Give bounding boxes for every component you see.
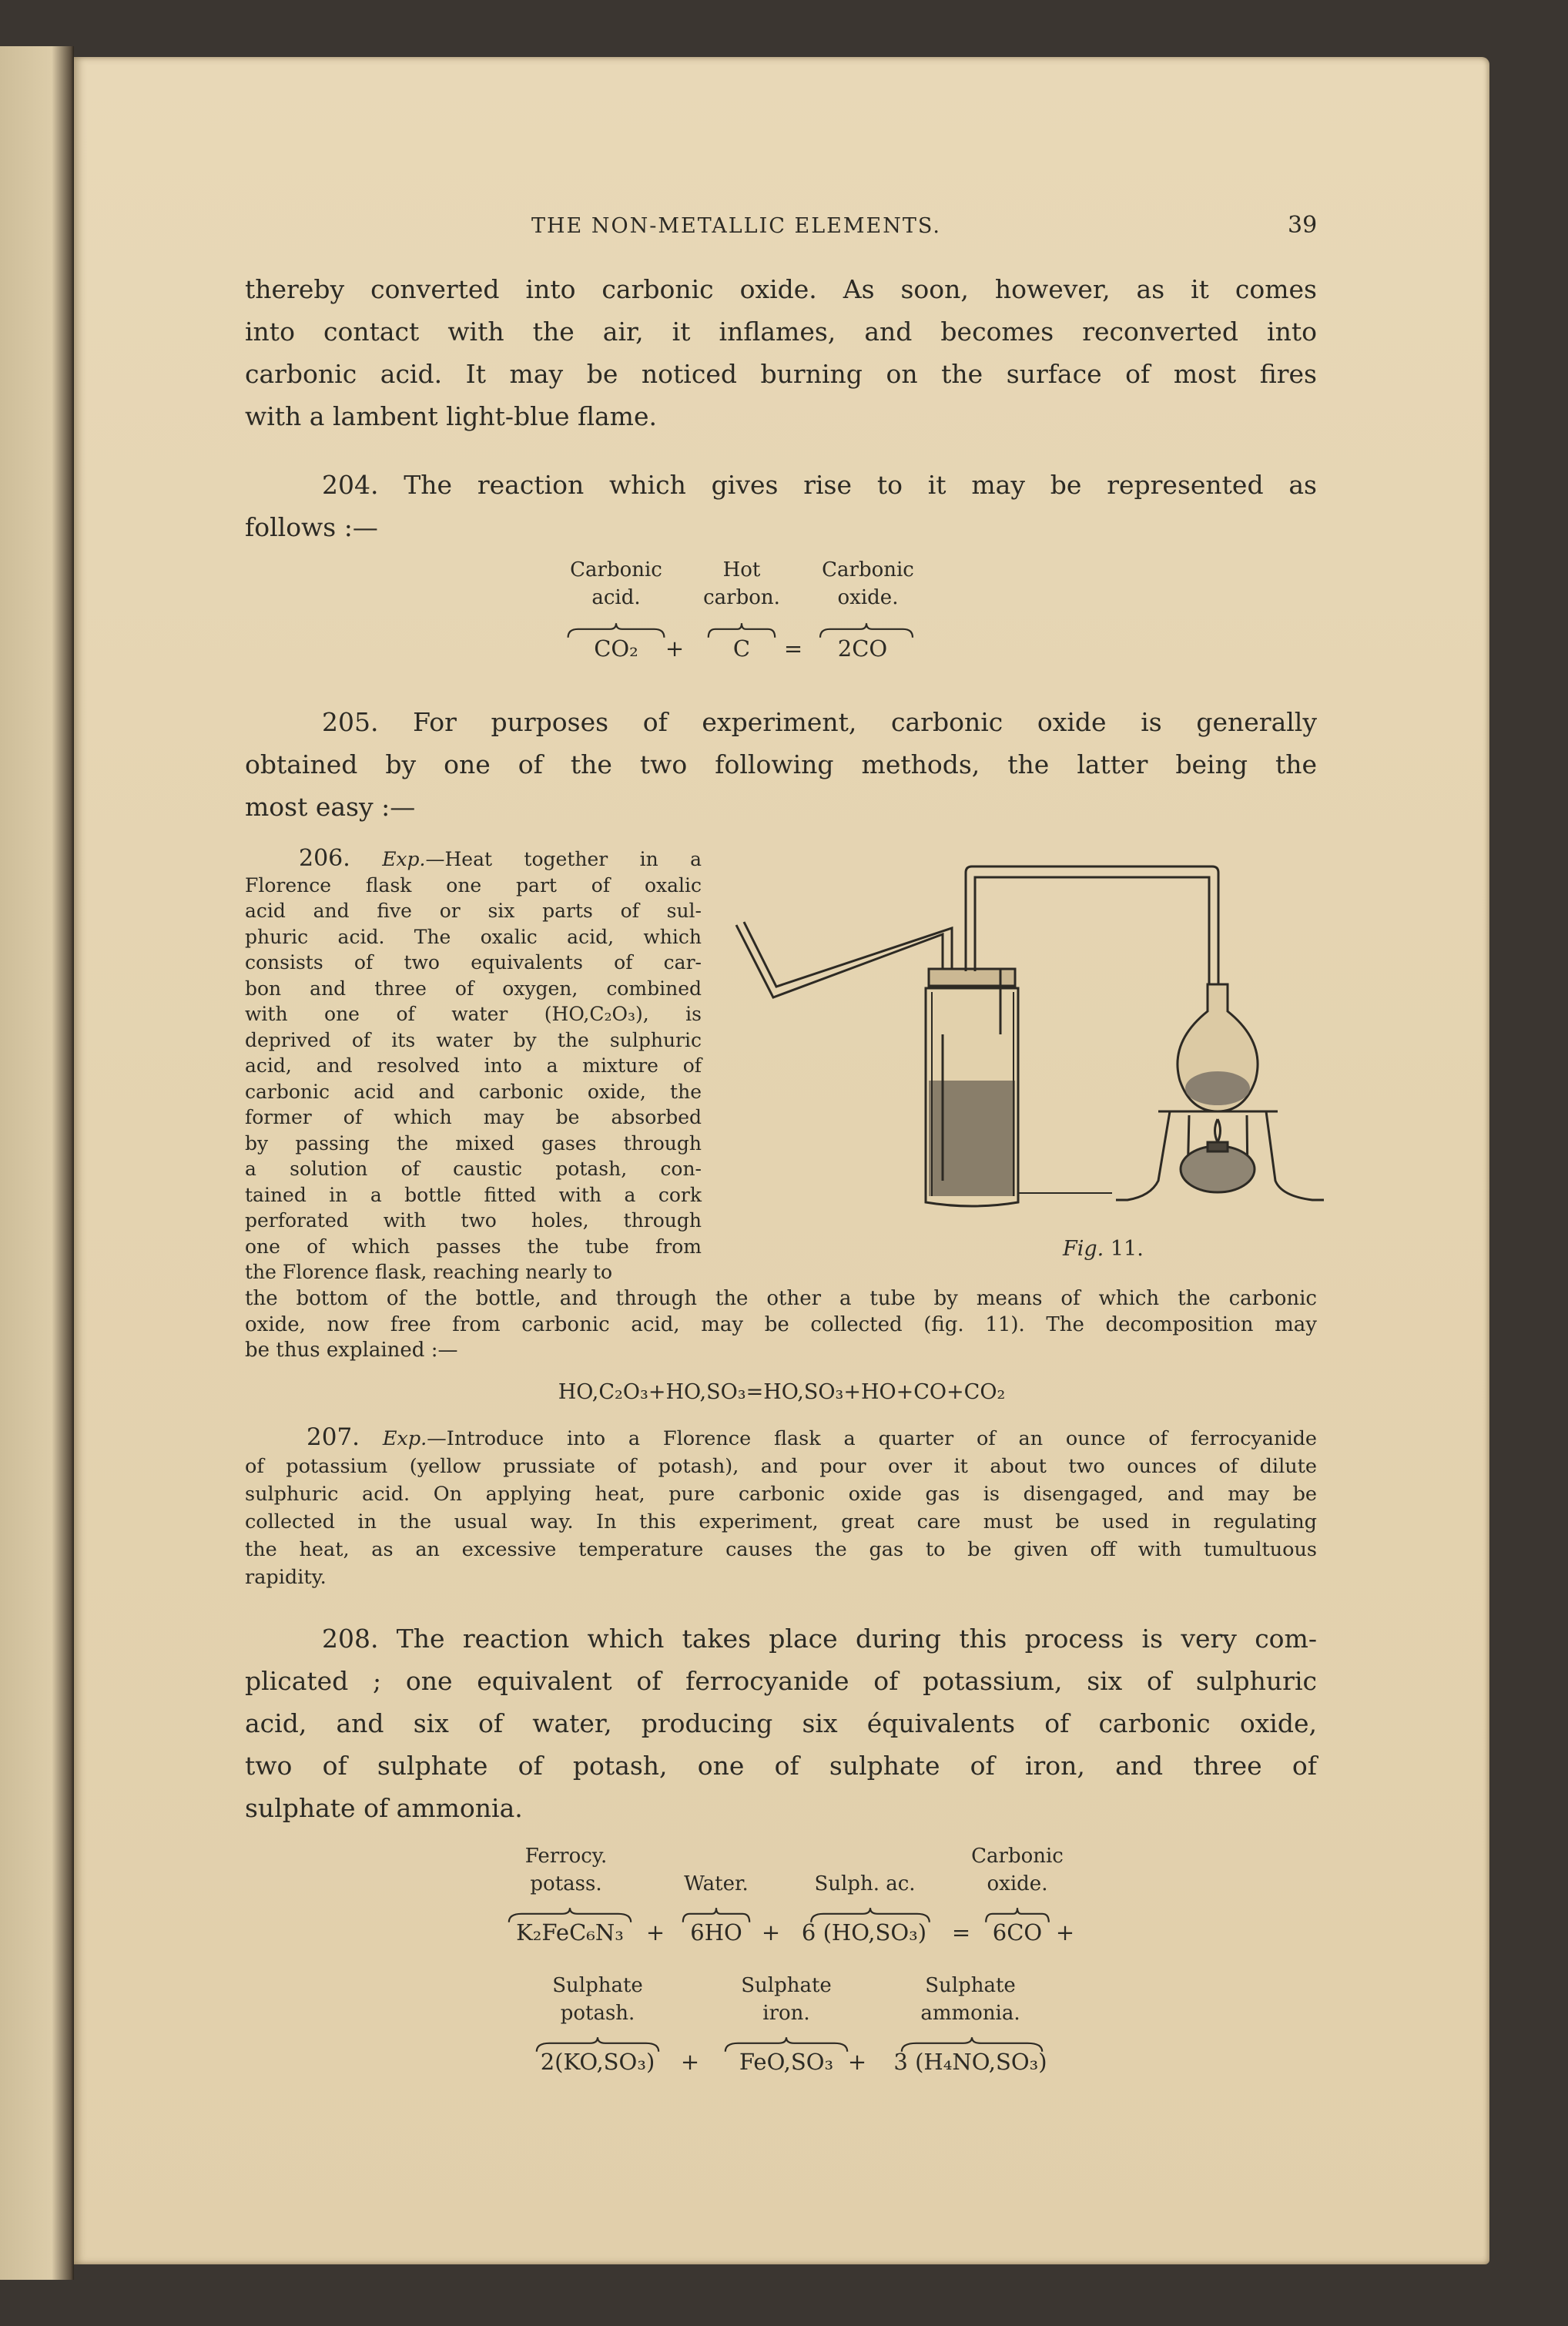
florence-flask-icon (1178, 984, 1258, 1111)
label-line: Ferrocy. (524, 1845, 608, 1868)
label-line: Hot (722, 558, 761, 582)
plus-sign: + (847, 2049, 867, 2075)
text-line: consists of two equivalents of car- (245, 951, 702, 974)
text-line: one of which passes the tube from (245, 1235, 702, 1258)
figure-caption-label: Fig. (1063, 1237, 1104, 1261)
formula-term: 6HO (690, 1919, 742, 1946)
paragraph-intro (245, 268, 1317, 437)
label-line: ammonia. (920, 2002, 1020, 2025)
text-line: the heat, as an excessive temperature causes the gas to be given off with tumultuous (245, 1538, 1317, 1561)
text-line: carbonic acid and carbonic oxide, the (245, 1080, 702, 1103)
label-line: oxide. (987, 1872, 1048, 1895)
formula-term: K₂FeC₆N₃ (516, 1919, 624, 1946)
paragraph-204 (245, 464, 1317, 548)
paragraph-207-lines (245, 1453, 1317, 1591)
text-line: into contact with the air, it inflames, and becomes reconverted into (245, 317, 1317, 347)
paragraph-206 (245, 846, 702, 1285)
figure-caption (1063, 1237, 1144, 1261)
exp-label: Exp. (382, 1427, 427, 1450)
running-header: THE NON-METALLIC ELEMENTS. (531, 214, 941, 238)
figure-number: 11. (1110, 1237, 1144, 1261)
label-line: Carbonic (570, 558, 662, 582)
text-line: carbonic acid. It may be noticed burning on the surface of most fires (245, 359, 1317, 389)
text-line: obtained by one of the two following methods, the latter being the (245, 749, 1317, 779)
label-line: potash. (560, 2002, 635, 2025)
text-line: the Florence flask, reaching nearly to (245, 1261, 613, 1283)
equals-sign: = (951, 1919, 971, 1946)
paragraph-206-wide (245, 1286, 1317, 1364)
formula-term: 6CO (992, 1919, 1043, 1946)
text-line: collected in the usual way. In this experiment, great care must be used in regulating (245, 1510, 1317, 1533)
formula-term: 2(KO,SO₃) (540, 2049, 655, 2075)
text-line: with one of water (HO,C₂O₃), is (245, 1003, 702, 1025)
eq1-term-label (822, 556, 914, 612)
spirit-lamp-icon (1181, 1119, 1255, 1192)
label-line: Water. (684, 1872, 749, 1895)
text-line: acid and five or six parts of sul- (245, 900, 702, 922)
text-line: thereby converted into carbonic oxide. As soon, however, as it comes (245, 274, 1317, 304)
apparatus-figure (727, 857, 1325, 1232)
collection-tube (966, 866, 1218, 984)
eq2-term-label (525, 1842, 608, 1898)
eq2-term-label (920, 1972, 1020, 2027)
formula-term: 6 (HO,SO₃) (801, 1919, 927, 1946)
text-line: plicated ; one equivalent of ferrocyanide of potassium, six of sulphuric (245, 1666, 1317, 1696)
formula-term: FeO,SO₃ (739, 2049, 834, 2075)
eq1-term-label (570, 556, 662, 612)
text-line: be thus explained :— (245, 1339, 458, 1362)
text-line: sulphuric acid. On applying heat, pure carbonic oxide gas is disengaged, and may be (245, 1483, 1317, 1506)
text-line: acid, and resolved into a mixture of (245, 1054, 702, 1077)
eq2-term-label (684, 1870, 749, 1898)
eq2-term-label (552, 1972, 643, 2027)
text-line: deprived of its water by the sulphuric (245, 1028, 702, 1051)
text-line: sulphate of ammonia. (245, 1793, 523, 1823)
text-line: former of which may be absorbed (245, 1106, 702, 1128)
plus-sign: + (1055, 1919, 1075, 1946)
paragraph-205 (245, 701, 1317, 828)
label-line: Sulph. ac. (814, 1872, 916, 1895)
previous-page-edge (0, 46, 74, 2280)
exp-label: Exp. (382, 848, 426, 870)
label-line: potass. (530, 1872, 602, 1895)
text-line: the bottom of the bottle, and through the other a tube by means of which the carbonic (245, 1287, 1317, 1310)
text-line: oxide, now free from carbonic acid, may be collected (fig. 11). The decomposition may (245, 1312, 1317, 1336)
plus-sign: + (680, 2049, 700, 2075)
text-line: follows :— (245, 512, 378, 542)
plus-sign: + (645, 1919, 665, 1946)
text-line: by passing the mixed gases through (245, 1131, 702, 1155)
text-line: acid, and six of water, producing six équivalents of carbonic oxide, (245, 1708, 1317, 1738)
section-number: 207. (307, 1423, 360, 1451)
text-line: 208. The reaction which takes place during this process is very com- (322, 1624, 1317, 1654)
label-line: Sulphate (925, 1974, 1016, 1997)
label-line: oxide. (837, 586, 899, 609)
text-line: Florence flask one part of oxalic (245, 873, 702, 897)
text-line: phuric acid. The oxalic acid, which (245, 925, 702, 948)
text-line: 204. The reaction which gives rise to it may be represented as (322, 470, 1317, 500)
label-line: Carbonic (971, 1845, 1064, 1868)
formula-term: C (732, 635, 751, 662)
eq2-term-label (814, 1870, 915, 1898)
text-line: tained in a bottle fitted with a cork (245, 1183, 702, 1206)
paragraph-208 (245, 1617, 1317, 1829)
section-number: 206. (299, 845, 350, 872)
text-line: a solution of caustic potash, con- (245, 1158, 702, 1180)
formula-term: 2CO (837, 635, 888, 662)
eq2-term-label (741, 1972, 832, 2027)
text-line: 205. For purposes of experiment, carbonic oxide is generally (322, 707, 1317, 737)
text-line: with a lambent light-blue flame. (245, 401, 657, 431)
page-number: 39 (1288, 212, 1318, 239)
text-line: perforated with two holes, through (245, 1209, 702, 1232)
equation-oxalic: HO,C₂O₃+HO,SO₃=HO,SO₃+HO+CO+CO₂ (558, 1380, 1006, 1404)
text-line: bon and three of oxygen, combined (245, 977, 702, 1000)
equals-sign: = (783, 635, 803, 662)
plus-sign: + (761, 1919, 781, 1946)
wash-bottle-icon (926, 969, 1018, 1206)
label-line: iron. (762, 2002, 810, 2025)
plus-sign: + (665, 635, 685, 662)
text-line: most easy :— (245, 792, 416, 822)
label-line: acid. (591, 586, 641, 609)
text-line: of potassium (yellow prussiate of potash), and pour over it about two ounces of dilute (245, 1455, 1317, 1478)
text-line: —Introduce into a Florence flask a quarter of an ounce of ferrocyanide (427, 1427, 1318, 1450)
formula-term: 3 (H₄NO,SO₃) (893, 2049, 1047, 2075)
eq1-term-label (703, 556, 780, 612)
label-line: carbon. (703, 586, 780, 609)
eq2-term-label (971, 1842, 1064, 1898)
text-line: rapidity. (245, 1566, 327, 1589)
label-line: Carbonic (822, 558, 914, 582)
text-line: —Heat together in a (425, 848, 702, 870)
paragraph-206-narrow (245, 873, 702, 1285)
label-line: Sulphate (741, 1974, 832, 1997)
text-line: two of sulphate of potash, one of sulphate of iron, and three of (245, 1751, 1317, 1781)
paragraph-207 (245, 1423, 1317, 1591)
formula-term: CO₂ (594, 635, 638, 662)
label-line: Sulphate (552, 1974, 643, 1997)
